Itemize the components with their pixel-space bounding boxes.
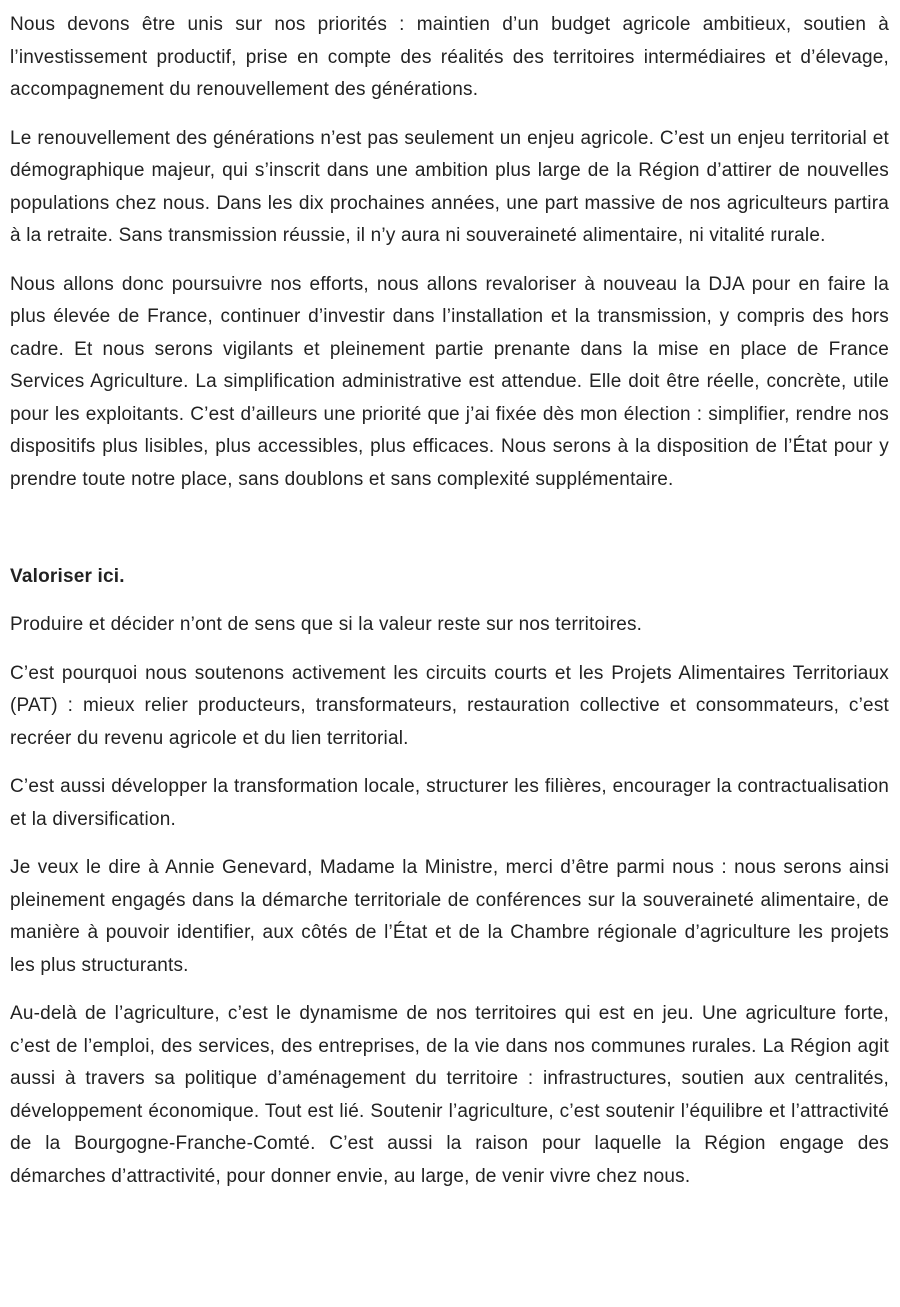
paragraph-au-dela-agriculture: Au-delà de l’agriculture, c’est le dynamisme de nos territoires qui est en jeu. Une agriculture forte, c’est de l’emploi, des services, des entreprises, de la vie dans nos communes rurales. La Région agit aussi à travers sa politique d’aménagement du territoire : infrastructures, soutien aux centralités, développement économique. Tout est lié. Soutenir l’agriculture, c’est soutenir l’équilibre et l’attractivité de la Bourgogne-Franche-Comté. C’est aussi la raison pour laquelle la Région engage des démarches d’attractivité, pour donner envie, au large, de venir vivre chez nous. — [10, 1003, 889, 1187]
blank-line-spacer — [10, 512, 889, 561]
paragraph-produire-decider: Produire et décider n’ont de sens que si la valeur reste sur nos territoires. — [10, 614, 643, 635]
paragraph-dja-simplification: Nous allons donc poursuivre nos efforts, nous allons revaloriser à nouveau la DJA pour en faire la plus élevée de France, continuer d’investir dans l’installation et la transmission, y compris des hors cadre. Et nous serons vigilants et pleinement partie prenante dans la mise en place de France Services Agriculture. La simplification administrative est attendue. Elle doit être réelle, concrète, utile pour les exploitants. C’est d’ailleurs une priorité que j’ai fixée dès mon élection : simplifier, rendre nos dispositifs plus lisibles, plus accessibles, plus efficaces. Nous serons à la disposition de l’État pour y prendre toute notre place, sans doublons et sans complexité supplémentaire. — [10, 273, 889, 490]
paragraph-renouvellement-generations: Le renouvellement des générations n’est pas seulement un enjeu agricole. C’est un enjeu territorial et démographique majeur, qui s’inscrit dans une ambition plus large de la Région d’attirer de nouvelles populations chez nous. Dans les dix prochaines années, une part massive de nos agriculteurs partira à la retraite. Sans transmission réussie, il n’y aura ni souveraineté alimentaire, ni vitalité rurale. — [10, 127, 889, 246]
section-heading-valoriser-ici: Valoriser ici. — [10, 565, 125, 587]
paragraph-circuits-courts-pat: C’est pourquoi nous soutenons activement les circuits courts et les Projets Alimentaires Territoriaux (PAT) : mieux relier producteurs, transformateurs, restauration collective et consommateurs, c’est recréer du revenu agricole et du lien territorial. — [10, 662, 889, 749]
paragraph-priorities: Nous devons être unis sur nos priorités : maintien d’un budget agricole ambitieux, soutien à l’investissement productif, prise en compte des réalités des territoires intermédiaires et d’élevage, accompagnement du renouvellement des générations. — [10, 14, 889, 100]
paragraph-transformation-locale: C’est aussi développer la transformation locale, structurer les filières, encourager la contractualisation et la diversification. — [10, 776, 889, 830]
paragraph-annie-genevard: Je veux le dire à Annie Genevard, Madame la Ministre, merci d’être parmi nous : nous serons ainsi pleinement engagés dans la démarche territoriale de conférences sur la souveraineté alimentaire, de manière à pouvoir identifier, aux côtés de l’État et de la Chambre régionale d’agriculture les projets les plus structurants. — [10, 857, 889, 976]
